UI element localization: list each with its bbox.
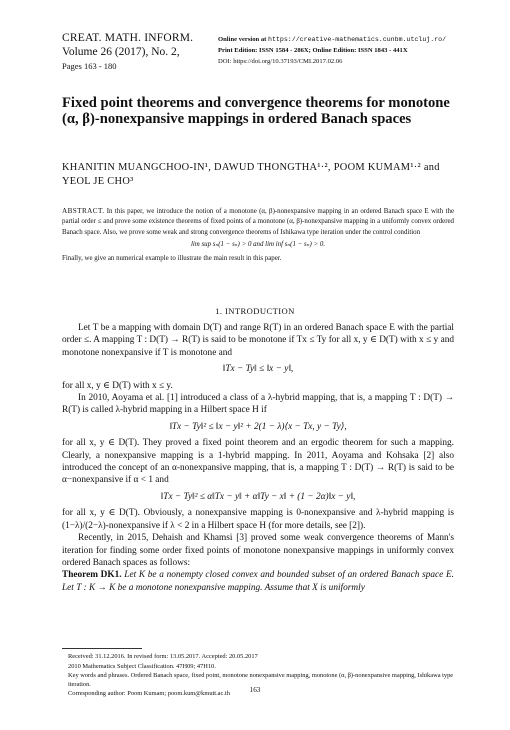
footnote-divider	[62, 648, 142, 649]
journal-pages: Pages 163 - 180	[62, 61, 117, 71]
equation-1: ‖Tx − Ty‖ ≤ ‖x − y‖,	[222, 364, 294, 375]
equation-2: ‖Tx − Ty‖² ≤ ‖x − y‖² + 2(1 − λ)⟨x − Tx, y − Ty⟩,	[169, 421, 347, 432]
theorem-dk1	[62, 569, 454, 594]
equation-3: ‖Tx − Ty‖² ≤ α‖Tx − y‖ + α‖Ty − x‖ + (1 − 2α)‖x − y‖,	[160, 491, 356, 502]
body-text	[62, 322, 454, 594]
paper-title: Fixed point theorems and convergence theorems for monotone (α, β)-nonexpansive mappings in ordered Banach spaces	[62, 95, 450, 127]
paragraph-2: In 2010, Aoyama et al. [1] introduced a class of a λ-hybrid mapping, that is, a mapping T : D(T) → R(T) is called λ-hybrid mapping in a Hilbert space H if	[62, 393, 454, 416]
footnote-corresponding: Corresponding author: Poom Kumam; poom.kum@kmutt.ac.th	[68, 690, 230, 698]
footnote-keywords: Key words and phrases. Ordered Banach space, fixed point, monotone nonexpansive mapping, monotone (α, β)-nonexpansive mapping, Ishikawa type iteration.	[68, 672, 454, 688]
abstract-ending: Finally, we give an numerical example to illustrate the main result in this paper.	[62, 254, 282, 262]
journal-name: CREAT. MATH. INFORM.	[62, 32, 194, 44]
abstract	[62, 206, 454, 264]
paragraph-4: Recently, in 2015, Dehaish and Khamsi [3] proved some weak convergence theorems of Mann's iteration for finding some order fixed points of monotone nonexpansive mappings in uniformly convex ordered Banach spaces as follows:	[62, 533, 454, 568]
paragraph-1: Let T be a mapping with domain D(T) and range R(T) in an ordered Banach space E with the partial order ≤. A mapping T : D(T) → R(T) is said to be monotone if Tx ≤ Ty for all x, y ∈ D(T) with x ≤ y and monotone nonexpansive if T is monotone and	[62, 323, 454, 358]
page-number: 163	[249, 686, 261, 694]
abstract-formula: lim sup sₙ(1 − sₙ) > 0 and lim inf sₙ(1 − sₙ) > 0.	[190, 241, 326, 249]
journal-header	[62, 32, 212, 71]
paragraph-2b: for all x, y ∈ D(T). They proved a fixed point theorem and an ergodic theorem for such a mapping. Clearly, a nonexpansive mapping is a 1-hybrid mapping. In 2011, Aoyama and Kohsaka [2] also introduced the concept of an α-nonexpansive mapping, that is, a mapping T : D(T) → R(T) is said to be α−nonexpansive if α < 1 and	[62, 438, 454, 486]
theorem-label: Theorem DK1.	[62, 570, 122, 581]
abstract-label: ABSTRACT.	[62, 207, 105, 215]
paragraph-1b: for all x, y ∈ D(T) with x ≤ y.	[62, 380, 173, 391]
journal-volume: Volume 26 (2017), No. 2,	[62, 46, 180, 58]
footnote-received: Received: 31.12.2016. In revised form: 13.05.2017. Accepted: 20.05.2017	[68, 653, 258, 660]
doi-line[interactable]: DOI: https://doi.org/10.37193/CMI.2017.02.06	[218, 58, 343, 65]
online-version-label: Online version at	[218, 36, 267, 43]
publication-info	[218, 34, 508, 67]
issn-line: Print Edition: ISSN 1584 - 286X; Online Edition: ISSN 1843 - 441X	[218, 47, 408, 54]
abstract-text: In this paper, we introduce the notion of a monotone (α, β)-nonexpansive mapping in an ordered Banach space E with the partial order ≤ and prove some existence theorems of fixed points of a monotone (α, β)-nonexpansive mapping in a uniformly convex ordered Banach space. Also, we prove some weak and strong convergence theorems of Ishikawa type iteration under the control condition	[62, 208, 455, 236]
theorem-text: Let K be a nonempty closed convex and bounded subset of an ordered Banach space E. Let T : K → K be a monotone nonexpansive mapping. Assume that X is uniformly	[62, 570, 454, 593]
online-version-link[interactable]: https://creative-mathematics.cunbm.utcluj.ro/	[268, 36, 447, 43]
online-version-line	[218, 34, 508, 45]
section-heading: 1. INTRODUCTION	[215, 306, 295, 316]
footnote-msc: 2010 Mathematics Subject Classification. 47H09; 47H10.	[68, 662, 216, 670]
paper-authors: KHANITIN MUANGCHOO-IN¹, DAWUD THONGTHA¹·², POOM KUMAM¹·² and YEOL JE CHO³	[62, 162, 440, 187]
paragraph-3: for all x, y ∈ D(T). Obviously, a nonexpansive mapping is 0-nonexpansive and λ-hybrid mapping is (1−λ)/(2−λ)-nonexpansive if λ < 2 in a Hilbert space H (for more details, see [2]).	[62, 508, 454, 531]
